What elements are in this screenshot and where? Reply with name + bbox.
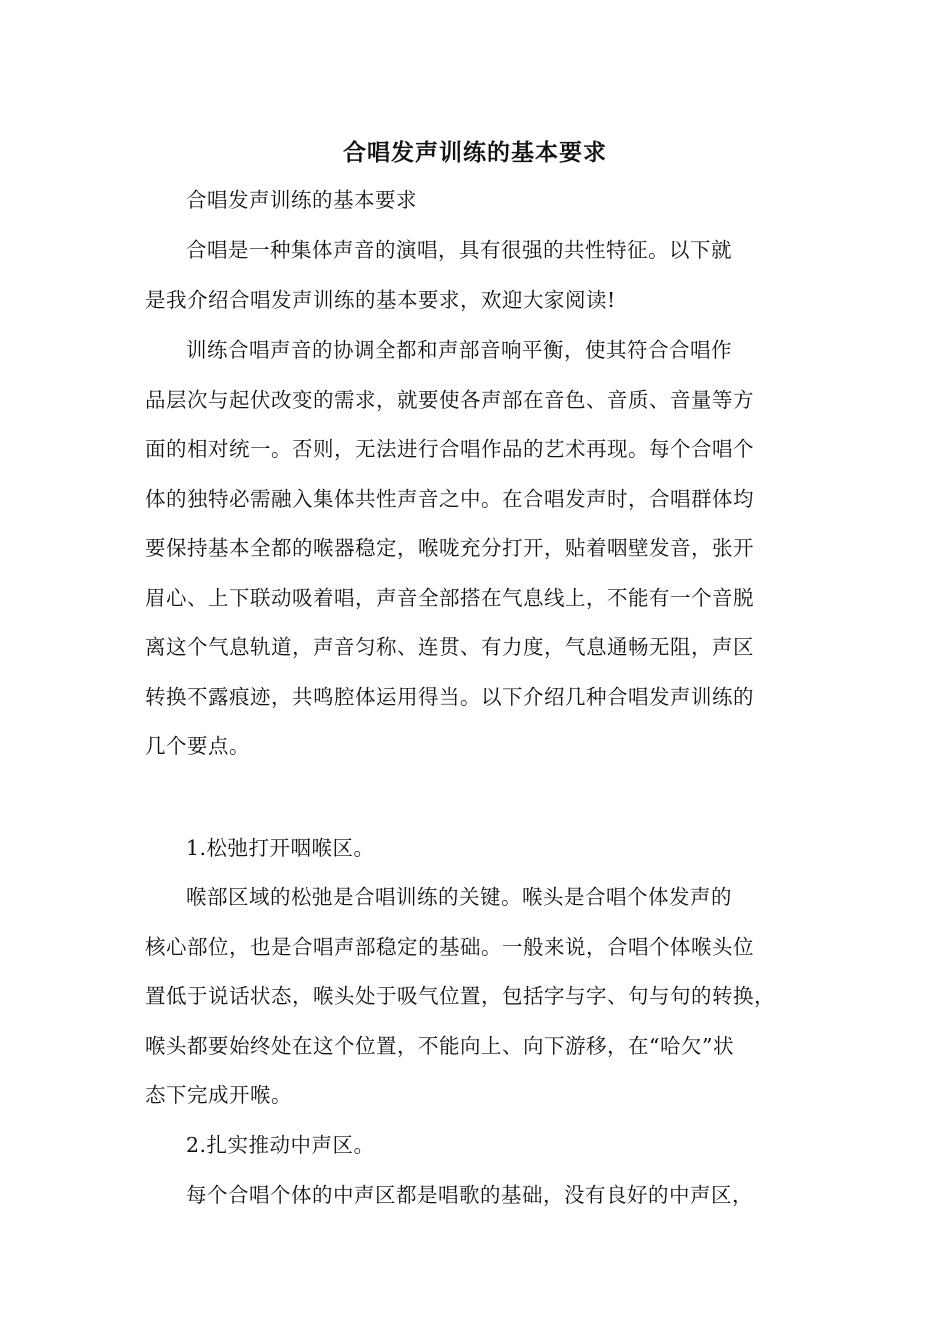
text-line: 品层次与起伏改变的需求，就要使各声部在音色、音质、音量等方 — [145, 387, 754, 412]
text-line: 几个要点。 — [145, 734, 250, 758]
text-line: 态下完成开喉。 — [145, 1083, 292, 1107]
text-line: 2.扎实推动中声区。 — [186, 1133, 375, 1157]
text-line: 眉心、上下联动吸着唱，声音全部搭在气息线上，不能有一个音脱 — [145, 585, 754, 610]
text-line: 转换不露痕迹，共鸣腔体运用得当。以下介绍几种合唱发声训练的 — [145, 684, 754, 709]
text-line: 喉头都要始终处在这个位置，不能向上、向下游移，在“哈欠”状 — [145, 1033, 734, 1058]
text-line: 要保持基本全都的喉器稳定，喉咙充分打开，贴着咽壁发音，张开 — [145, 536, 754, 560]
text-line: 置低于说话状态，喉头处于吸气位置，包括字与字、句与句的转换， — [145, 984, 775, 1008]
section-heading-2 — [145, 1121, 817, 1171]
text-line: 离这个气息轨道，声音匀称、连贯、有力度，气息通畅无阻，声区 — [145, 635, 754, 659]
text-line: 面的相对统一。否则，无法进行合唱作品的艺术再现。每个合唱个 — [145, 437, 754, 461]
paragraph-body-2 — [145, 873, 817, 1121]
paragraph-body-1 — [145, 326, 817, 772]
section-heading-1 — [145, 824, 817, 874]
paragraph-subtitle — [145, 176, 817, 226]
text-line: 1.松弛打开咽喉区。 — [186, 836, 375, 860]
paragraph-intro — [145, 226, 817, 325]
document-title: 合唱发声训练的基本要求 — [343, 139, 607, 166]
text-line: 体的独特必需融入集体共性声音之中。在合唱发声时，合唱群体均 — [145, 486, 754, 511]
text-line: 训练合唱声音的协调全都和声部音响平衡，使其符合合唱作 — [186, 338, 732, 362]
text-line: 每个合唱个体的中声区都是唱歌的基础，没有良好的中声区， — [186, 1183, 753, 1207]
text-line: 是我介绍合唱发声训练的基本要求，欢迎大家阅读! — [145, 287, 616, 312]
paragraph-body-3 — [145, 1171, 817, 1221]
text-line: 合唱是一种集体声音的演唱，具有很强的共性特征。以下就 — [186, 238, 732, 262]
text-line: 核心部位，也是合唱声部稳定的基础。一般来说，合唱个体喉头位 — [145, 934, 754, 959]
text-line: 喉部区域的松弛是合唱训练的关键。喉头是合唱个体发声的 — [186, 885, 732, 909]
text-line: 合唱发声训练的基本要求 — [186, 188, 417, 212]
